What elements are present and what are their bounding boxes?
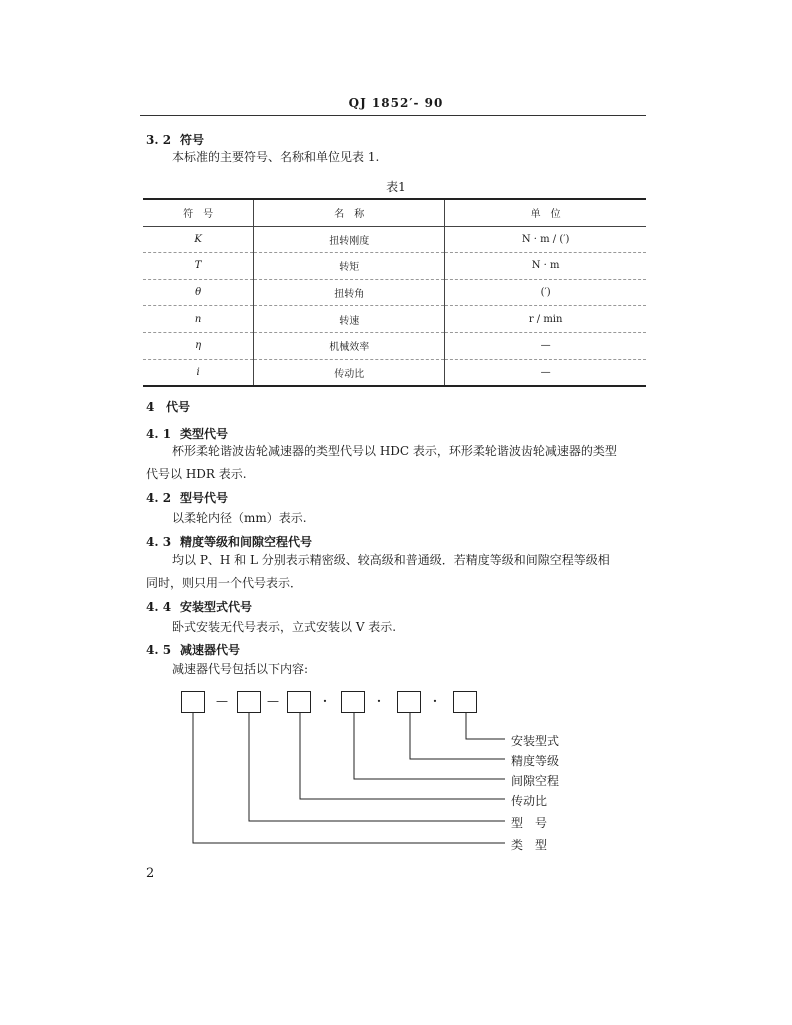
section-4-1-line1: 杯形柔轮谐波齿轮减速器的类型代号以 HDC 表示，环形柔轮谐波齿轮减速器的类型 bbox=[172, 444, 617, 458]
table-cell: T bbox=[143, 253, 254, 280]
section-number: 4. 1 bbox=[146, 427, 172, 441]
section-3-2-text: 本标准的主要符号、名称和单位见表 1. bbox=[172, 150, 380, 164]
section-title: 型号代号 bbox=[180, 491, 229, 505]
table-cell: i bbox=[143, 359, 254, 386]
section-number: 4 bbox=[146, 400, 155, 414]
label-type: 类 型 bbox=[511, 838, 548, 852]
section-number: 4. 2 bbox=[146, 491, 172, 505]
section-4-3-line2: 同时，则只用一个代号表示． bbox=[146, 576, 303, 590]
table-header-cell: 符 号 bbox=[143, 199, 254, 226]
section-4-3-line1: 均以 P、H 和 L 分别表示精密级、较高级和普通级．若精度等级和间隙空程等级相 bbox=[172, 553, 610, 567]
table-cell: 扭转角 bbox=[254, 279, 445, 306]
label-backlash: 间隙空程 bbox=[511, 774, 560, 788]
page-header: QJ 1852′- 90 bbox=[348, 96, 444, 110]
leader-line-type bbox=[193, 713, 505, 843]
page-number: 2 bbox=[146, 866, 155, 881]
leader-line-precision bbox=[410, 713, 505, 759]
section-number: 4. 3 bbox=[146, 535, 172, 549]
leader-line-backlash bbox=[354, 713, 505, 779]
table-header-cell: 名 称 bbox=[254, 199, 445, 226]
label-ratio: 传动比 bbox=[511, 794, 548, 808]
leader-line-ratio bbox=[300, 713, 505, 799]
table-cell: N · m bbox=[445, 253, 646, 280]
section-4-4-text: 卧式安装无代号表示，立式安装以 V 表示. bbox=[172, 620, 397, 634]
separator-dash: — bbox=[216, 694, 228, 708]
table-cell: 传动比 bbox=[254, 359, 445, 386]
table-cell: — bbox=[445, 332, 646, 359]
separator-dot: · bbox=[322, 694, 328, 708]
table-cell: η bbox=[143, 332, 254, 359]
table-cell: (′) bbox=[445, 279, 646, 306]
table-cell: 机械效率 bbox=[254, 332, 445, 359]
separator-dot: · bbox=[376, 694, 382, 708]
leader-line-model bbox=[249, 713, 505, 821]
leader-line-mounting bbox=[466, 713, 505, 739]
section-title: 减速器代号 bbox=[180, 643, 241, 657]
table-cell: 扭转刚度 bbox=[254, 226, 445, 253]
section-4-2-text: 以柔轮内径（mm）表示. bbox=[172, 511, 307, 525]
table-header-cell: 单 位 bbox=[445, 199, 646, 226]
table-cell: n bbox=[143, 306, 254, 333]
section-number: 3. 2 bbox=[146, 133, 172, 147]
table-cell: r / min bbox=[445, 306, 646, 333]
table-cell: θ bbox=[143, 279, 254, 306]
section-4-5-text: 减速器代号包括以下内容: bbox=[172, 662, 309, 676]
section-title: 类型代号 bbox=[180, 427, 229, 441]
separator-dot: · bbox=[432, 694, 438, 708]
section-title: 精度等级和间隙空程代号 bbox=[180, 535, 313, 549]
section-title: 符号 bbox=[180, 133, 205, 147]
label-mounting-type: 安装型式 bbox=[511, 734, 560, 748]
section-number: 4. 4 bbox=[146, 600, 172, 614]
table-cell: N · m / (′) bbox=[445, 226, 646, 253]
table-cell: 转矩 bbox=[254, 253, 445, 280]
section-4-1-line2: 代号以 HDR 表示. bbox=[146, 467, 247, 481]
table-cell: 转速 bbox=[254, 306, 445, 333]
table-caption: 表1 bbox=[386, 180, 406, 194]
table-cell: K bbox=[143, 226, 254, 253]
label-precision-grade: 精度等级 bbox=[511, 754, 560, 768]
separator-dash: — bbox=[267, 694, 279, 708]
label-model: 型 号 bbox=[511, 816, 548, 830]
section-title: 安装型式代号 bbox=[180, 600, 253, 614]
table-cell: — bbox=[445, 359, 646, 386]
section-title: 代号 bbox=[166, 400, 191, 414]
section-number: 4. 5 bbox=[146, 643, 172, 657]
